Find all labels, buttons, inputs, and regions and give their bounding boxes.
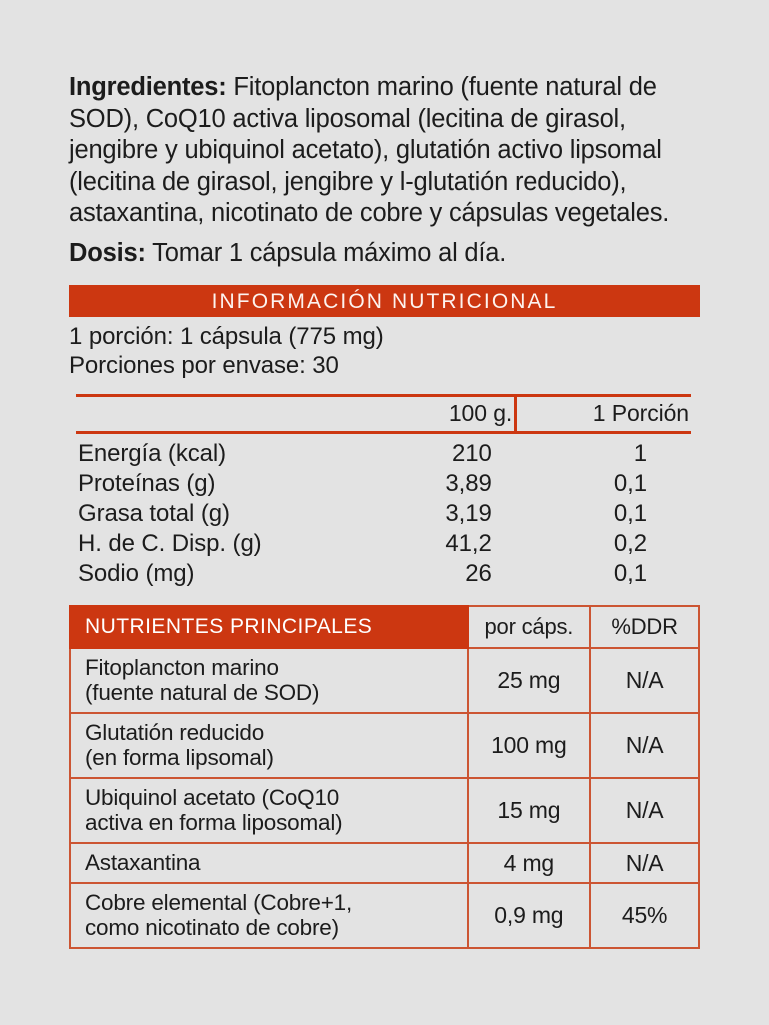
table-row (70, 843, 699, 883)
dosage-label: Dosis: (69, 238, 146, 267)
nutrients-header-row (70, 606, 699, 648)
nutrient-name-line1: Ubiquinol acetato (CoQ10 (85, 785, 340, 810)
serving-size-line: 1 porción: 1 cápsula (775 mg) (69, 323, 384, 350)
facts-table-body (76, 433, 691, 590)
nutrient-name-cell (70, 843, 468, 883)
facts-row-per-100g: 26 (465, 560, 492, 587)
ingredients-label: Ingredientes: (69, 73, 227, 101)
nutrient-amount-cell: 0,9 mg (468, 883, 591, 948)
nutrient-name-line2: activa en forma liposomal) (85, 810, 343, 835)
table-row (70, 883, 699, 948)
facts-row-per-100g: 3,89 (445, 470, 492, 497)
facts-row-name: Energía (kcal) (78, 440, 226, 467)
nutrient-name-line1: Glutatión reducido (85, 720, 265, 745)
key-nutrients-table (69, 605, 700, 949)
facts-row-per-100g: 41,2 (445, 530, 492, 557)
nutrients-header-title: NUTRIENTES PRINCIPALES (70, 606, 468, 648)
facts-row-per-serving: 0,1 (613, 470, 647, 497)
nutrition-facts-table-wrap (69, 394, 700, 589)
facts-row-per-serving: 0,2 (613, 530, 647, 557)
table-row (76, 499, 691, 529)
nutrient-name-line2: (en forma lipsomal) (85, 745, 274, 770)
ingredients-paragraph (69, 72, 700, 230)
table-row (70, 648, 699, 713)
facts-row-name: Proteínas (g) (78, 470, 216, 497)
nutrients-table-body (70, 648, 699, 948)
nutrient-amount-cell: 4 mg (468, 843, 591, 883)
nutrition-facts-table (76, 394, 691, 589)
nutrition-info-banner-title: INFORMACIÓN NUTRICIONAL (211, 289, 558, 313)
facts-row-per-serving: 0,1 (613, 560, 647, 587)
nutrient-name-line1: Astaxantina (85, 850, 201, 875)
table-row (76, 559, 691, 589)
nutrient-ddr-cell: N/A (590, 648, 699, 713)
servings-per-container-line: Porciones por envase: 30 (69, 352, 339, 379)
facts-row-per-serving: 1 (633, 440, 647, 467)
nutrient-name-cell (70, 778, 468, 843)
nutrient-name-cell (70, 648, 468, 713)
ingredients-text: Fitoplancton marino (fuente natural de SOD), CoQ10 activa liposomal (lecitina de girasol, jengibre y ubiquinol acetato), glutatión activo lipsomal (lecitina de girasol, jengibre y l-glutatión reducido), astaxantina, nicotinato de cobre y cápsulas vegetales. (69, 73, 670, 227)
facts-header-row (76, 396, 691, 433)
nutrient-name-line1: Cobre elemental (Cobre+1, (85, 890, 353, 915)
serving-info-block (69, 317, 700, 380)
nutrients-header-per-capsule: por cáps. (468, 606, 591, 648)
facts-row-name: Sodio (mg) (78, 560, 195, 587)
table-row (76, 469, 691, 499)
nutrients-header-ddr: %DDR (590, 606, 699, 648)
nutrient-name-line1: Fitoplancton marino (85, 655, 279, 680)
facts-header-nutrient (76, 396, 377, 433)
nutrient-name-line2: como nicotinato de cobre) (85, 915, 339, 940)
nutrient-ddr-cell: N/A (590, 713, 699, 778)
nutrient-name-line2: (fuente natural de SOD) (85, 680, 320, 705)
facts-row-per-serving: 0,1 (613, 500, 647, 527)
facts-header-per-serving: 1 Porción (516, 396, 691, 433)
facts-row-name: H. de C. Disp. (g) (78, 530, 262, 557)
key-nutrients-table-wrap (69, 605, 700, 949)
table-row (70, 713, 699, 778)
nutrient-amount-cell: 25 mg (468, 648, 591, 713)
facts-row-name: Grasa total (g) (78, 500, 230, 527)
dosage-text: Tomar 1 cápsula máximo al día. (145, 238, 507, 267)
nutrition-info-banner (69, 285, 700, 317)
table-row (76, 433, 691, 470)
nutrient-ddr-cell: N/A (590, 843, 699, 883)
nutrient-amount-cell: 100 mg (468, 713, 591, 778)
facts-row-per-100g: 3,19 (445, 500, 492, 527)
nutrient-amount-cell: 15 mg (468, 778, 591, 843)
nutrient-name-cell (70, 883, 468, 948)
table-row (70, 778, 699, 843)
table-row (76, 529, 691, 559)
ingredients-block (69, 0, 700, 269)
facts-header-per-100g: 100 g. (377, 396, 515, 433)
facts-row-per-100g: 210 (451, 440, 492, 467)
nutrient-ddr-cell: N/A (590, 778, 699, 843)
nutrient-name-cell (70, 713, 468, 778)
nutrient-ddr-cell: 45% (590, 883, 699, 948)
dosage-paragraph (69, 238, 700, 270)
